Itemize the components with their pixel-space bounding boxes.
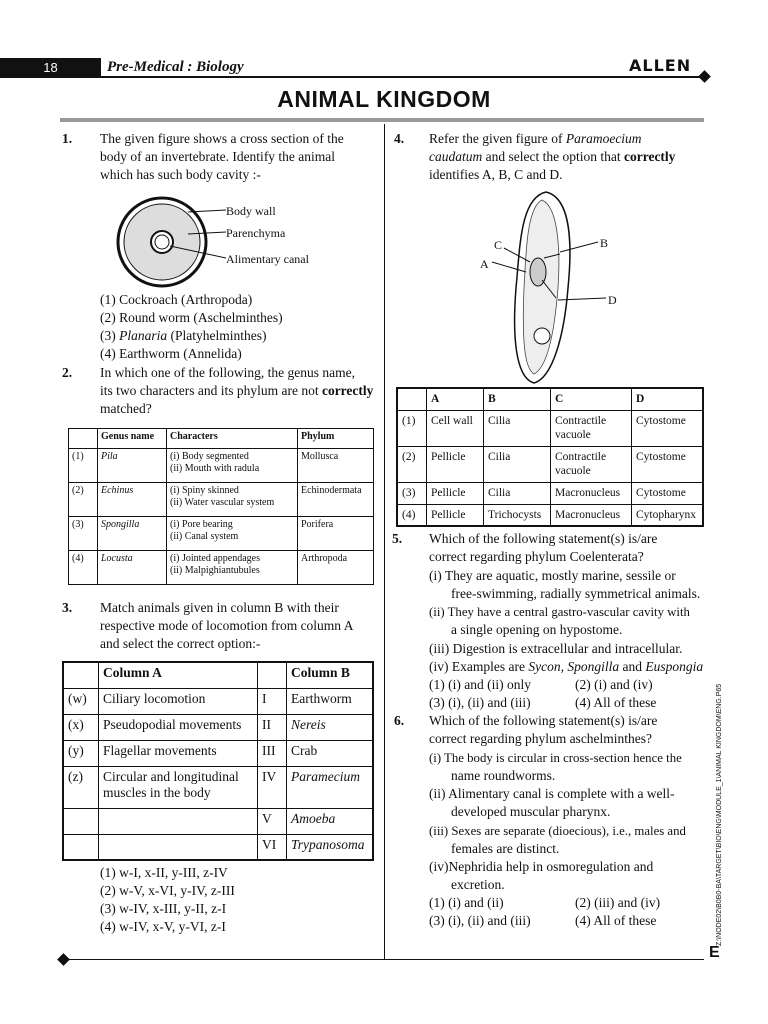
diamond-icon <box>698 70 711 83</box>
q5-option: (2) (i) and (iv) <box>575 677 653 692</box>
genus-table <box>68 428 374 585</box>
q1-number: 1. <box>62 131 73 146</box>
page-number: 18 <box>0 58 101 78</box>
col-header: C <box>551 388 632 410</box>
table-row: (z) Circular and longitudinal muscles in the body IV Paramecium <box>63 766 373 808</box>
column-divider <box>384 124 385 959</box>
paramecium-table <box>396 387 704 527</box>
q3-option: (4) w-IV, x-V, y-VI, z-I <box>100 919 226 934</box>
table-row: (2) Echinus (i) Spiny skinned (ii) Water vascular system Echinodermata <box>69 483 374 517</box>
col-header: Column A <box>99 662 258 688</box>
table-row: (1) Pila (i) Body segmented (ii) Mouth with radula Mollusca <box>69 449 374 483</box>
q2-number: 2. <box>62 365 73 380</box>
col-header: B <box>484 388 551 410</box>
fig-label-body-wall: Body wall <box>226 204 276 218</box>
q1-line: which has such body cavity :- <box>100 167 261 182</box>
fig-label-alimentary-canal: Alimentary canal <box>226 252 309 266</box>
q6-statement: (i) The body is circular in cross-section hence the <box>429 751 682 765</box>
q6-statement: females are distinct. <box>451 841 560 856</box>
q5-option: (4) All of these <box>575 695 657 710</box>
q4-line: Refer the given figure of Paramoecium <box>429 131 642 146</box>
q6-statement: (ii) Alimentary canal is complete with a well- <box>429 786 675 801</box>
col-header: A <box>427 388 484 410</box>
q3-option: (2) w-V, x-VI, y-IV, z-III <box>100 883 235 898</box>
title-rule <box>60 118 704 122</box>
q5-statement: (iv) Examples are Sycon, Spongilla and Euspongia <box>429 659 704 674</box>
header-rule <box>101 76 703 78</box>
q4-number: 4. <box>394 131 405 146</box>
fig-label-d: D <box>608 293 617 307</box>
q5-line: Which of the following statement(s) is/are <box>429 531 658 546</box>
q1-option: (2) Round worm (Aschelminthes) <box>100 310 283 325</box>
table-row: (2) Pellicle Cilia Contractile vacuole Cytostome <box>397 446 703 482</box>
q1-option: (4) Earthworm (Annelida) <box>100 346 242 361</box>
table-row: V Amoeba <box>63 808 373 834</box>
page-title: ANIMAL KINGDOM <box>277 86 491 112</box>
q3-line: Match animals given in column B with their <box>100 600 339 615</box>
brand-logo: ALLEN <box>629 56 692 75</box>
q6-option: (2) (iii) and (iv) <box>575 895 661 910</box>
q3-option: (1) w-I, x-II, y-III, z-IV <box>100 865 228 880</box>
q5-statement: free-swimming, radially symmetrical animals. <box>451 586 701 601</box>
q4-line: identifies A, B, C and D. <box>429 167 563 182</box>
col-header: Column B <box>287 662 374 688</box>
q1-option: (3) Planaria (Platyhelminthes) <box>100 328 267 343</box>
q6-option: (1) (i) and (ii) <box>429 895 504 910</box>
q2-line: In which one of the following, the genus name, <box>100 365 355 380</box>
match-table <box>62 661 374 861</box>
col-header: Genus name <box>98 429 167 449</box>
q4-line: caudatum and select the option that correctly <box>429 149 676 164</box>
table-row: VI Trypanosoma <box>63 834 373 860</box>
file-path-text: Z:\NODE02\B0B0-BA\TARGET\BIO\ENG\MODULE_1\ANIMAL KINGDOM\ENG.P65 <box>716 683 723 946</box>
fig-label-b: B <box>600 236 609 250</box>
q5-number: 5. <box>392 531 403 546</box>
table-row: (3) Spongilla (i) Pore bearing (ii) Canal system Porifera <box>69 517 374 551</box>
q1-line: body of an invertebrate. Identify the animal <box>100 149 336 164</box>
fig-label-parenchyma: Parenchyma <box>226 226 286 240</box>
col-header: Phylum <box>298 429 374 449</box>
q3-number: 3. <box>62 600 73 615</box>
q1-line: The given figure shows a cross section of the <box>100 131 344 146</box>
q3-line: respective mode of locomotion from column A <box>100 618 354 633</box>
q6-statement: (iv)Nephridia help in osmoregulation and <box>429 859 654 874</box>
q2-line: its two characters and its phylum are not correctly <box>100 383 374 398</box>
q6-option: (4) All of these <box>575 913 657 928</box>
table-row: (x) Pseudopodial movements II Nereis <box>63 714 373 740</box>
diamond-icon <box>57 953 70 966</box>
table-row: (4) Locusta (i) Jointed appendages (ii) Malpighiantubules Arthropoda <box>69 551 374 585</box>
cross-section-figure <box>116 196 226 288</box>
q6-line: correct regarding phylum aschelminthes? <box>429 731 653 746</box>
page-letter: E <box>709 944 720 961</box>
q5-statement: a single opening on hypostome. <box>451 622 623 637</box>
footer-rule <box>64 959 704 960</box>
q5-line: correct regarding phylum Coelenterata? <box>429 549 644 564</box>
table-row: (y) Flagellar movements III Crab <box>63 740 373 766</box>
q6-statement: developed muscular pharynx. <box>451 804 611 819</box>
q5-option: (3) (i), (ii) and (iii) <box>429 695 531 710</box>
q5-option: (1) (i) and (ii) only <box>429 677 531 692</box>
q5-statement: (ii) They have a central gastro-vascular cavity with <box>429 605 690 619</box>
col-header: D <box>632 388 704 410</box>
table-row: (w) Ciliary locomotion I Earthworm <box>63 688 373 714</box>
q5-statement: (i) They are aquatic, mostly marine, sessile or <box>429 568 676 583</box>
q1-option: (1) Cockroach (Arthropoda) <box>100 292 253 307</box>
q6-number: 6. <box>394 713 405 728</box>
table-row: (1) Cell wall Cilia Contractile vacuole Cytostome <box>397 410 703 446</box>
fig-label-a: A <box>480 257 489 271</box>
q6-statement: excretion. <box>451 877 505 892</box>
q6-line: Which of the following statement(s) is/are <box>429 713 658 728</box>
paramecium-figure <box>472 188 632 388</box>
q3-option: (3) w-IV, x-III, y-II, z-I <box>100 901 227 916</box>
col-header: Characters <box>167 429 298 449</box>
fig-label-c: C <box>494 238 503 252</box>
q6-statement: name roundworms. <box>451 768 556 783</box>
q6-statement: (iii) Sexes are separate (dioecious), i.e., males and <box>429 824 686 838</box>
q3-line: and select the correct option:- <box>100 636 261 651</box>
q2-line: matched? <box>100 401 152 416</box>
table-row: (4) Pellicle Trichocysts Macronucleus Cytopharynx <box>397 504 703 526</box>
subject-title: Pre-Medical : Biology <box>107 59 244 75</box>
table-row: (3) Pellicle Cilia Macronucleus Cytostome <box>397 482 703 504</box>
q6-option: (3) (i), (ii) and (iii) <box>429 913 531 928</box>
q5-statement: (iii) Digestion is extracellular and intracellular. <box>429 641 683 656</box>
